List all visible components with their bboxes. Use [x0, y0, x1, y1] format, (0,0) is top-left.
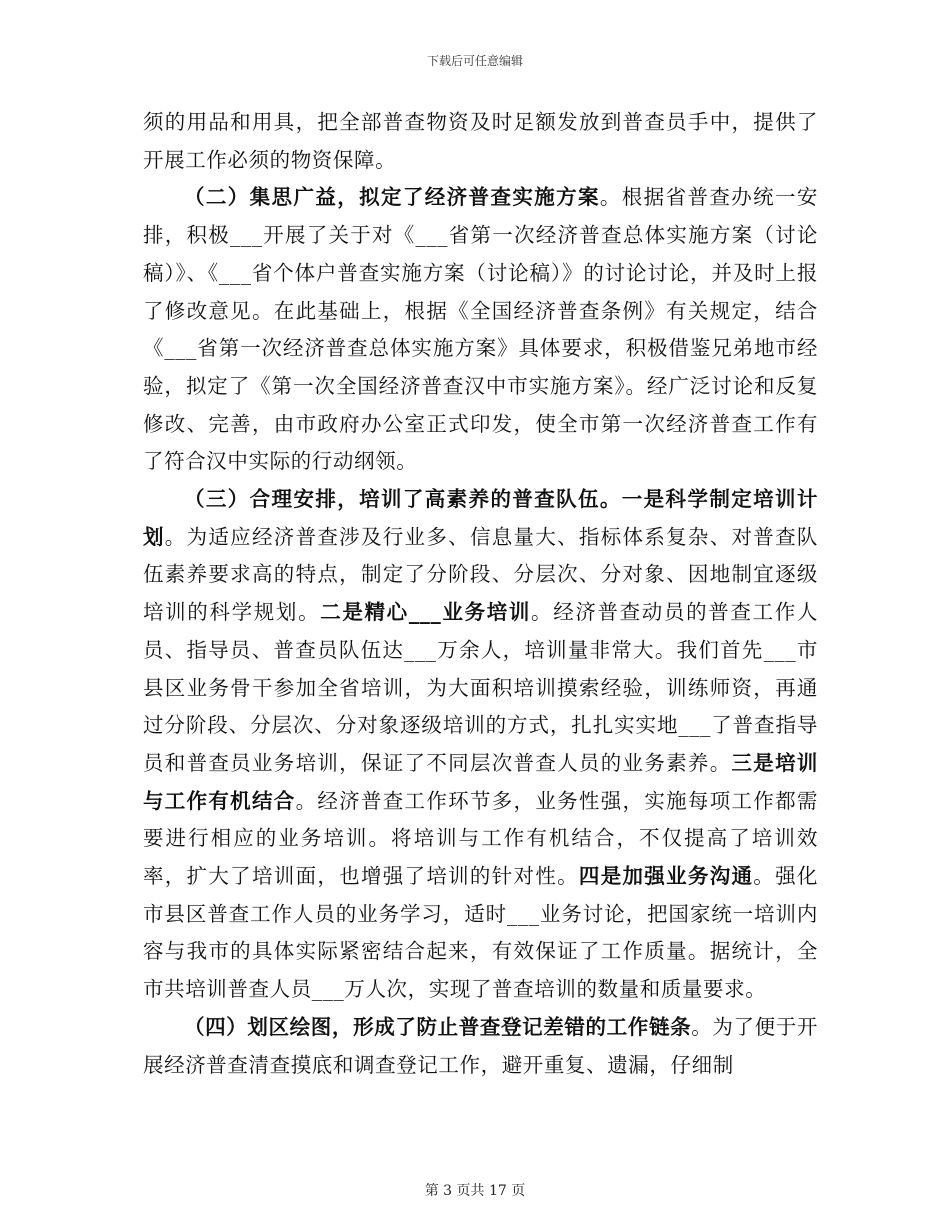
paragraph-1 [143, 104, 818, 179]
paragraph-3 [143, 481, 818, 1009]
paragraph-2 [143, 179, 818, 481]
point-heading: 三是培训与工作有机结合 [143, 750, 818, 813]
page-header: 下载后可任意编辑 [426, 54, 523, 68]
text-run: 。经济普查动员的普查工作人员、指导员、普查员队伍达___万余人，培训量非常大。我们首先___市县区业务骨干参加全省培训，为大面积培训摸索经验，训练师资，再通过分阶段、分层次、分对象逐级培训的方式，扎扎实实地___了普查指导员和普查员业务培训，保证了不同层次普查人员的业务素养。 [143, 600, 818, 775]
section-heading-4: （四）划区绘图，形成了防止普查登记差错的工作链条 [184, 1014, 692, 1039]
text-run: 。强化市县区普查工作人员的业务学习，适时___业务讨论，把国家统一培训内容与我市的具体实际紧密结合起来，有效保证了工作质量。据统计，全市共培训普查人员___万人次，实现了普查培训的数量和质量要求。 [143, 864, 818, 1002]
text-run: 。为了便于开展经济普查清查摸底和调查登记工作，避开重复、遗漏，仔细制 [143, 1014, 818, 1077]
section-heading-3: （三）合理安排，培训了高素养的普查队伍。一是科学制定培训计划 [143, 487, 818, 549]
text-run: 。根据省普查办统一安排，积极___开展了关于对《___省第一次经济普查总体实施方案（讨论稿）》、《___省个体户普查实施方案（讨论稿）》的讨论讨论，并及时上报了修改意见。在此基础上，根据《全国经济普查条例》有关规定，结合《___省第一次经济普查总体实施方案》具体要求，积极借鉴兄弟地市经验，拟定了《第一次全国经济普查汉中市实施方案》。经广泛讨论和反复修改、完善，由市政府办公室正式印发，使全市第一次经济普查工作有了符合汉中实际的行动纲领。 [143, 185, 819, 474]
page-footer: 第 3 页共 17 页 [424, 1183, 526, 1199]
text-run: 。经济普查工作环节多，业务性强，实施每项工作都需要进行相应的业务培训。将培训与工作有机结合，不仅提高了培训效率，扩大了培训面，也增强了培训的针对性。 [143, 788, 818, 889]
paragraph-4 [143, 1009, 818, 1084]
document-body [143, 104, 818, 1084]
text-run: 。为适应经济普查涉及行业多、信息量大、指标体系复杂、对普查队伍素养要求高的特点，制定了分阶段、分层次、分对象、因地制宜逐级培训的科学规划。 [143, 524, 818, 625]
point-heading: 四是加强业务沟通 [578, 864, 754, 889]
section-heading-2: （二）集思广益，拟定了经济普查实施方案 [184, 185, 600, 210]
text-run: 须的用品和用具，把全部普查物资及时足额发放到普查员手中，提供了开展工作必须的物资保障。 [143, 110, 818, 172]
point-heading: 二是精心___业务培训 [320, 600, 532, 625]
